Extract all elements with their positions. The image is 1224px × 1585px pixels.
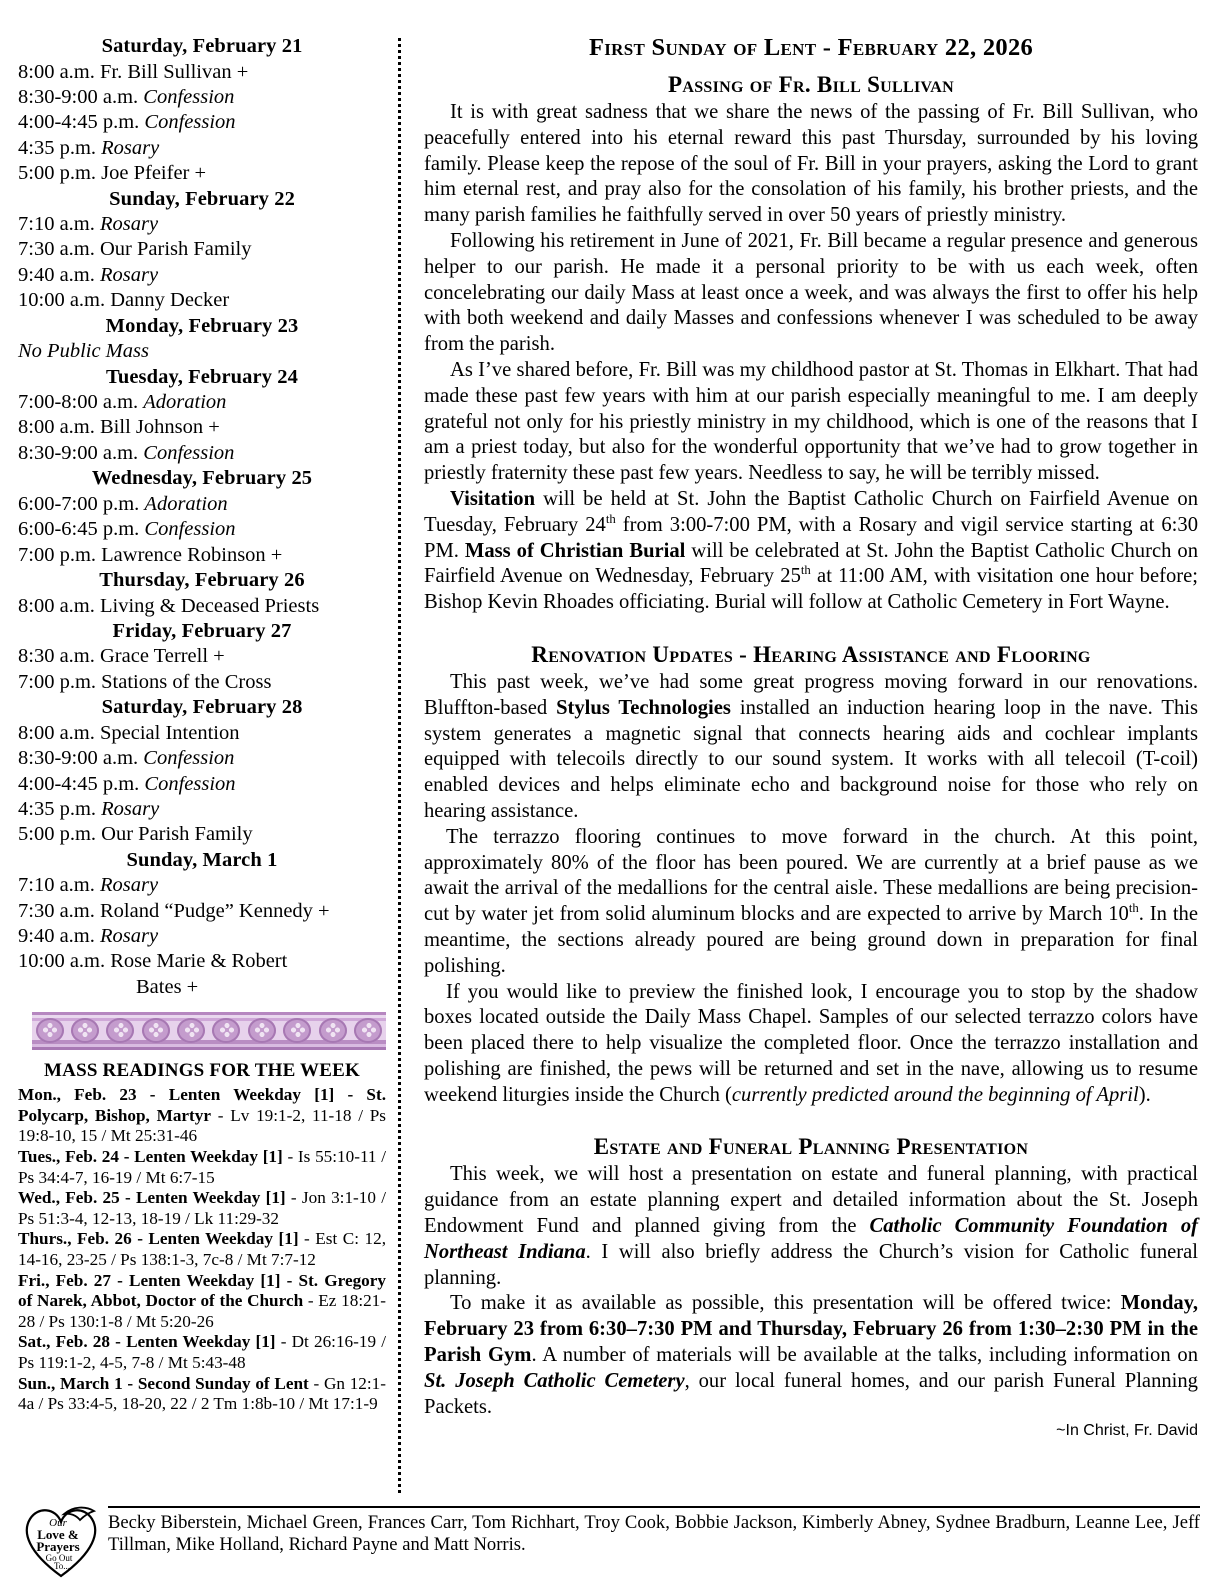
svg-text:Prayers: Prayers	[36, 1539, 80, 1554]
mass-reading-citations: - Lv 19:1-2, 11-18 / Ps 19:8-10, 15 / Mt 25:31-46	[18, 1105, 386, 1146]
schedule-entry-description: Our Parish Family	[101, 823, 253, 846]
st-joseph-cemetery-label: St. Joseph Catholic Cemetery	[424, 1369, 685, 1392]
schedule-entry-description: Rosary	[101, 797, 160, 820]
mass-reading-label: Mon., Feb. 23 - Lenten Weekday [1] - St. Polycarp, Bishop, Martyr	[18, 1085, 386, 1125]
schedule-entry	[18, 797, 386, 822]
schedule-entry-description: Confession	[144, 772, 236, 795]
renovation-text-1a: This past week, we’ve had some great progress moving forward in our renovations. Bluffton-based	[424, 670, 1198, 719]
renovation-paragraph-1	[424, 670, 1198, 825]
schedule-day-note: No Public Mass	[18, 340, 149, 363]
schedule-entry-time: 8:30-9:00 a.m.	[18, 85, 144, 108]
schedule-entry-time: 7:00 p.m.	[18, 670, 102, 693]
schedule-entry-description: Adoration	[144, 492, 228, 515]
estate-paragraph-1	[424, 1162, 1198, 1291]
svg-text:Our: Our	[49, 1517, 67, 1529]
schedule-entry-time: 6:00-6:45 p.m.	[18, 518, 145, 541]
section-title-renovation: Renovation Updates - Hearing Assistance and Flooring	[531, 641, 1091, 667]
articles-column	[402, 34, 1224, 1490]
visitation-text-d: at 11:00 AM, with visitation one hour before; Bishop Kevin Rhoades officiating. Burial will follow at Catholic Cemetery in Fort Wayne.	[424, 565, 1198, 614]
schedule-day-heading: Sunday, March 1	[126, 848, 278, 871]
schedule-day-heading: Thursday, February 26	[99, 569, 305, 591]
schedule-entry	[18, 85, 386, 110]
quatrefoil-motif	[67, 1012, 102, 1050]
schedule-entry	[18, 746, 386, 771]
ordinal-suffix-25: th	[800, 563, 811, 578]
schedule-entry	[18, 822, 386, 847]
schedule-entry	[18, 517, 386, 542]
schedule-entry-time: 9:40 a.m.	[18, 925, 100, 948]
schedule-day-heading: Saturday, February 21	[101, 35, 303, 57]
schedule-entry-time: 4:35 p.m.	[18, 797, 102, 820]
mass-reading-label: Wed., Feb. 25 - Lenten Weekday [1]	[18, 1188, 286, 1208]
estate-text-1a: This week, we will host a presentation on estate and funeral planning, with practical guidance from an estate planning expert and detailed information about the St. Joseph Endowment Fund and planned giving from the	[424, 1163, 1198, 1238]
schedule-entry-time: 8:30-9:00 a.m.	[18, 441, 144, 464]
svg-text:Go Out: Go Out	[45, 1553, 73, 1563]
quatrefoil-motif	[32, 1012, 67, 1050]
schedule-entry-description: Special Intention	[100, 721, 240, 744]
schedule-entry-time: 10:00 a.m.	[18, 289, 111, 312]
schedule-entry-time: 4:00-4:45 p.m.	[18, 772, 145, 795]
visitation-text-c: will be celebrated at St. John the Baptist Catholic Church on Fairfield Avenue on Wednesday, February 25	[424, 539, 1198, 588]
schedule-entry-description: Confession	[144, 111, 236, 134]
schedule-entry-time: 10:00 a.m.	[18, 950, 111, 973]
mass-reading-citations: - Dt 26:16-19 / Ps 119:1-2, 4-5, 7-8 / Mt 5:43-48	[18, 1332, 386, 1372]
schedule-entry-description: Stations of the Cross	[101, 670, 272, 693]
schedule-entry-time: 7:00-8:00 a.m.	[18, 391, 144, 414]
schedule-entry	[18, 415, 386, 440]
estate-text-2c: , our local funeral homes, and our parish Funeral Planning Packets.	[424, 1369, 1198, 1418]
quatrefoil-motif	[244, 1012, 279, 1050]
schedule-entry-description: Our Parish Family	[100, 238, 252, 261]
schedule-entry-description: Fr. Bill Sullivan +	[100, 60, 249, 83]
visitation-label: Visitation	[450, 487, 536, 510]
burial-mass-label: Mass of Christian Burial	[464, 539, 686, 562]
mass-reading-label: Tues., Feb. 24 - Lenten Weekday [1]	[18, 1147, 283, 1167]
passing-paragraph-visitation	[424, 487, 1198, 616]
mass-schedule-column	[0, 34, 398, 1490]
schedule-entry	[18, 873, 386, 898]
schedule-entry	[18, 924, 386, 949]
schedule-entry-time: 9:40 a.m.	[18, 263, 100, 286]
mass-reading-label: Thurs., Feb. 26 - Lenten Weekday [1]	[18, 1229, 299, 1249]
renovation-paragraph-2	[424, 825, 1198, 980]
schedule-entry-time: 6:00-7:00 p.m.	[18, 492, 145, 515]
mass-reading-item	[18, 1271, 386, 1333]
schedule-entry-time: 8:30 a.m.	[18, 645, 100, 668]
ordinal-suffix-24: th	[605, 511, 616, 526]
quatrefoil-motif	[174, 1012, 209, 1050]
schedule-entry	[18, 543, 386, 568]
mass-reading-citations: - Est C: 12, 14-16, 23-25 / Ps 138:1-3, 7c-8 / Mt 7:7-12	[18, 1229, 386, 1270]
catholic-community-foundation-label: Catholic Community Foundation of Northeast Indiana	[424, 1215, 1198, 1263]
visitation-text-a: will be held at St. John the Baptist Catholic Church on Fairfield Avenue on Tuesday, February 24	[424, 487, 1198, 536]
schedule-entry	[18, 721, 386, 746]
mass-reading-label: Sun., March 1 - Second Sunday of Lent	[18, 1373, 309, 1393]
estate-paragraph-2	[424, 1291, 1198, 1420]
schedule-entry	[18, 212, 386, 237]
prayer-list-footer	[0, 1488, 1224, 1584]
schedule-entry-description: Adoration	[143, 391, 227, 414]
estate-text-1b: . I will also briefly address the Church’s vision for Catholic funeral planning.	[424, 1240, 1198, 1289]
mass-reading-citations: - Is 55:10-11 / Ps 34:4-7, 16-19 / Mt 6:7-15	[18, 1147, 386, 1187]
quatrefoil-motif	[103, 1012, 138, 1050]
schedule-entry-description: Rosary	[100, 925, 159, 948]
schedule-entry	[18, 492, 386, 517]
stylus-technologies-label: Stylus Technologies	[556, 696, 731, 719]
quatrefoil-pattern	[32, 1012, 386, 1050]
schedule-entry-time: 4:00-4:45 p.m.	[18, 111, 145, 134]
renovation-text-1b: installed an induction hearing loop in the nave. This system generates a magnetic signal that connects hearing aids and cochlear implants equipped with telecoils directly to our sound system. It works with all telecoil (T-coil) enabled devices and helps eliminate echo and background noise for those who rely on hearing assistance.	[424, 696, 1198, 822]
ordinal-suffix-10: th	[1128, 901, 1139, 916]
schedule-entry-description: Rosary	[100, 263, 159, 286]
presentation-times-label: Monday, February 23 from 6:30–7:30 PM and Thursday, February 26 from 1:30–2:30 PM in the Parish Gym	[424, 1292, 1198, 1367]
schedule-entry-description: Rose Marie & Robert	[110, 950, 288, 973]
mass-readings-list	[18, 1085, 386, 1415]
renovation-text-3b: ).	[1138, 1083, 1151, 1106]
schedule-entry	[18, 110, 386, 135]
renovation-text-2a: The terrazzo flooring continues to move forward in the church. At this point, approximately 80% of the floor has been poured. We are currently at a brief pause as we await the arrival of the medallions for the central aisle. These medallions are being precision-cut by water jet from solid aluminum blocks and are expected to arrive by March 10	[424, 825, 1198, 926]
schedule-day-heading: Sunday, February 22	[109, 187, 295, 210]
quatrefoil-motif	[315, 1012, 350, 1050]
schedule-entry-description: Rosary	[100, 213, 159, 236]
svg-text:Love &: Love &	[37, 1527, 79, 1542]
quatrefoil-motif	[351, 1012, 386, 1050]
svg-text:To...: To...	[53, 1561, 71, 1571]
schedule-entry-description: Rosary	[100, 874, 159, 897]
passing-paragraph-1: It is with great sadness that we share the news of the passing of Fr. Bill Sullivan, who peacefully entered into his eternal reward this past Thursday, surrounded by his loving family. Please keep the repose of the soul of Fr. Bill in your prayers, asking the Lord to grant him eternal rest, and pray also for the consolation of his family, his brother priests, and the many parish families he faithfully served in over 50 years of priestly ministry.	[424, 101, 1198, 227]
mass-reading-item	[18, 1147, 386, 1188]
schedule-entry-description: Living & Deceased Priests	[100, 594, 320, 617]
schedule-day-heading: Friday, February 27	[112, 619, 292, 642]
schedule-entry-time: 5:00 p.m.	[18, 823, 102, 846]
schedule-day-heading: Tuesday, February 24	[105, 365, 299, 388]
visitation-text-b: from 3:00-7:00 PM, with a Rosary and vigil service starting at 6:30 PM.	[424, 513, 1199, 562]
schedule-entry-time: 7:30 a.m.	[18, 899, 100, 922]
schedule-entry-description: Rosary	[101, 136, 160, 159]
schedule-entry	[18, 161, 386, 186]
schedule-entry	[18, 670, 386, 695]
schedule-entry	[18, 288, 386, 313]
mass-reading-item	[18, 1332, 386, 1373]
schedule-entry-time: 8:00 a.m.	[18, 60, 100, 83]
schedule-entry-time: 7:10 a.m.	[18, 213, 100, 236]
schedule-entry-description: Confession	[144, 518, 236, 541]
schedule-day-heading: Wednesday, February 25	[91, 467, 313, 490]
bulletin-title: First Sunday of Lent - February 22, 2026	[588, 34, 1034, 61]
schedule-entry-continuation: Bates +	[136, 975, 199, 998]
schedule-entry-time: 8:00 a.m.	[18, 416, 100, 439]
renovation-text-2b: . In the meantime, the sections already poured are being ground down in preparation for final polishing.	[424, 903, 1198, 977]
schedule-entry-time: 5:00 p.m.	[18, 162, 102, 185]
passing-paragraph-2: Following his retirement in June of 2021, Fr. Bill became a regular presence and generous helper to our parish. He made it a personal priority to be with us each week, often concelebrating our daily Mass at least once a week, and was always the first to offer his help with both weekend and daily Masses and confessions whenever I was scheduled to be away from the parish.	[424, 229, 1198, 356]
prayer-names-wrapper	[108, 1494, 1200, 1556]
schedule-entry-description: Danny Decker	[110, 289, 230, 312]
mass-reading-item	[18, 1229, 386, 1270]
decorative-quatrefoil-divider	[32, 1012, 386, 1050]
april-prediction-note: currently predicted around the beginning of April	[731, 1083, 1139, 1106]
schedule-entry	[18, 772, 386, 797]
schedule-entry	[18, 899, 386, 924]
mass-reading-item	[18, 1374, 386, 1415]
pastor-signature: ~In Christ, Fr. David	[1056, 1422, 1198, 1440]
passing-paragraph-3: As I’ve shared before, Fr. Bill was my childhood pastor at St. Thomas in Elkhart. That had made these past few years with him at our parish especially meaningful to me. I am deeply grateful not only for his priestly ministry in my childhood, which is one of the reasons that I am a priest today, but also for the wonderful opportunity that we’ve had to grow together in priestly fraternity these past few years. Needless to say, he will be terribly missed.	[424, 358, 1198, 485]
schedule-entry-description: Confession	[143, 441, 235, 464]
mass-reading-citations: - Gn 12:1-4a / Ps 33:4-5, 18-20, 22 / 2 Tm 1:8b-10 / Mt 17:1-9	[18, 1373, 386, 1414]
schedule-entry-description: Bill Johnson +	[100, 416, 220, 439]
schedule-entry	[18, 263, 386, 288]
mass-readings-heading: MASS READINGS FOR THE WEEK	[44, 1060, 360, 1082]
mass-reading-citations: - Jon 3:1-10 / Ps 51:3-4, 12-13, 18-19 / Lk 11:29-32	[18, 1188, 386, 1228]
schedule-entry-time: 8:00 a.m.	[18, 594, 100, 617]
schedule-entry-description: Confession	[143, 85, 235, 108]
section-title-estate: Estate and Funeral Planning Presentation	[593, 1134, 1029, 1160]
schedule-entry-description: Roland “Pudge” Kennedy +	[100, 899, 330, 922]
schedule-entry	[18, 237, 386, 262]
quatrefoil-motif	[280, 1012, 315, 1050]
estate-text-2a: To make it as available as possible, this presentation will be offered twice:	[450, 1292, 1121, 1315]
schedule-entry-description: Confession	[143, 747, 235, 770]
schedule-entry	[18, 60, 386, 85]
schedule-entry	[18, 441, 386, 466]
schedule-entry	[18, 136, 386, 161]
mass-schedule-list	[18, 34, 386, 1000]
schedule-entry-time: 8:00 a.m.	[18, 721, 100, 744]
schedule-day-heading: Saturday, February 28	[101, 696, 303, 719]
estate-text-2b: . A number of materials will be available at the talks, including information on	[531, 1344, 1199, 1367]
schedule-entry-time: 7:10 a.m.	[18, 874, 100, 897]
quatrefoil-motif	[138, 1012, 173, 1050]
schedule-entry	[18, 644, 386, 669]
mass-reading-label: Sat., Feb. 28 - Lenten Weekday [1]	[18, 1332, 276, 1352]
quatrefoil-motif	[209, 1012, 244, 1050]
footer-rule	[108, 1506, 1200, 1508]
schedule-entry-time: 7:30 a.m.	[18, 238, 100, 261]
schedule-entry	[18, 949, 386, 974]
schedule-entry-time: 8:30-9:00 a.m.	[18, 747, 144, 770]
schedule-entry-description: Lawrence Robinson +	[101, 543, 283, 566]
mass-reading-citations: - Ez 18:21-28 / Ps 130:1-8 / Mt 5:20-26	[18, 1291, 387, 1331]
schedule-entry-description: Grace Terrell +	[100, 645, 225, 668]
schedule-entry-time: 4:35 p.m.	[18, 136, 102, 159]
schedule-entry	[18, 594, 386, 619]
schedule-entry	[18, 390, 386, 415]
love-and-prayers-heart-icon	[18, 1500, 104, 1580]
renovation-paragraph-3	[424, 980, 1198, 1109]
schedule-day-heading: Monday, February 23	[105, 314, 299, 337]
prayer-names-list: Becky Biberstein, Michael Green, Frances Carr, Tom Richhart, Troy Cook, Bobbie Jackson, Kimberly Abney, Sydnee Bradburn, Leanne Lee, Jeff Tillman, Mike Holland, Richard Payne and Matt Norris.	[108, 1512, 1200, 1555]
mass-reading-item	[18, 1085, 386, 1147]
renovation-text-3a: If you would like to preview the finished look, I encourage you to stop by the shadow boxes located outside the Daily Mass Chapel. Samples of our selected terrazzo colors have been placed there to help visualize the completed floor. Once the terrazzo installation and polishing are finished, the pews will be returned and set in the nave, allowing us to resume weekend liturgies inside the Church (	[424, 980, 1198, 1106]
mass-reading-item	[18, 1188, 386, 1229]
schedule-entry-description: Joe Pfeifer +	[101, 162, 207, 185]
mass-reading-label: Fri., Feb. 27 - Lenten Weekday [1] - St. Gregory of Narek, Abbot, Doctor of the Church	[18, 1270, 386, 1311]
section-title-passing: Passing of Fr. Bill Sullivan	[667, 72, 955, 97]
schedule-entry-time: 7:00 p.m.	[18, 543, 102, 566]
